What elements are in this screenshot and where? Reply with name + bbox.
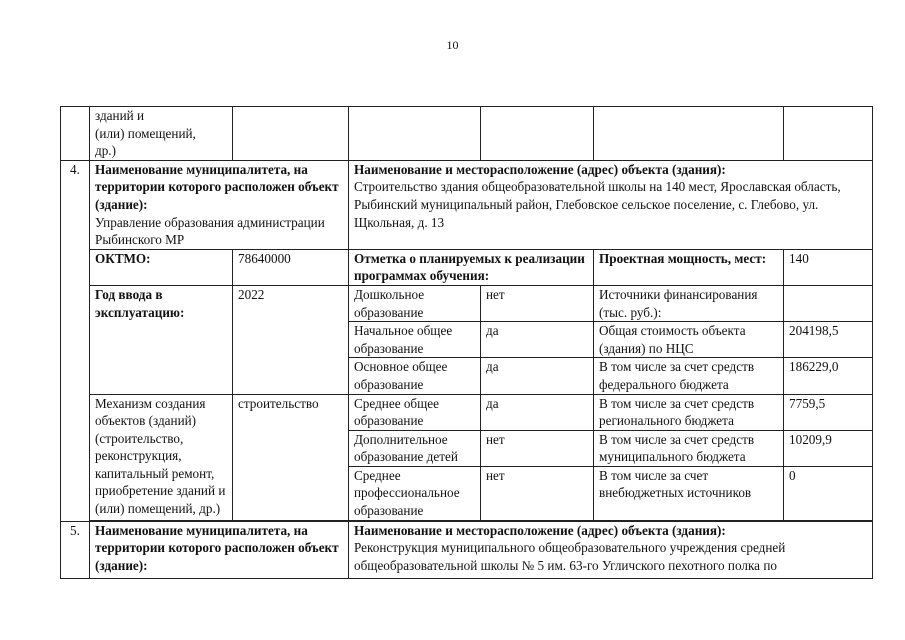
finance-label: В том числе за счет средств федерального бюджета: [594, 358, 784, 394]
program-name: Дошкольное образование: [349, 285, 481, 321]
oktmo-label: ОКТМО:: [90, 249, 233, 285]
continuation-text: зданий и (или) помещений, др.): [90, 107, 233, 161]
table-row: [61, 394, 873, 430]
object-cell: [349, 160, 873, 249]
municipality-cell: [90, 160, 349, 249]
finance-value: 10209,9: [784, 430, 873, 466]
program-name: Основное общее образование: [349, 358, 481, 394]
table-row: [61, 285, 873, 321]
finance-value: 204198,5: [784, 322, 873, 358]
finance-label: Общая стоимость объекта (здания) по НЦС: [594, 322, 784, 358]
continuation-row: [61, 107, 873, 161]
row-number: 5.: [61, 521, 90, 578]
finance-label: В том числе за счет внебюджетных источников: [594, 466, 784, 520]
program-value: да: [481, 394, 594, 430]
municipality-value: Управление образования администрации Рыбинского МР: [95, 214, 325, 248]
finance-value: 7759,5: [784, 394, 873, 430]
object-value: Реконструкция муниципального общеобразовательного учреждения средней общеобразовательной школы № 5 им. 63-го Угличского пехотного полка по: [354, 540, 786, 573]
finance-value: [784, 285, 873, 321]
mechanism-label: Механизм создания объектов (зданий) (строительство, реконструкция, капитальный ремонт, приобретение зданий и (или) помещений, др.): [90, 394, 233, 520]
program-value: нет: [481, 430, 594, 466]
object-label: Наименование и месторасположение (адрес) объекта (здания):: [354, 522, 726, 538]
finance-value: 0: [784, 466, 873, 520]
program-name: Среднее профессиональное образование: [349, 466, 481, 520]
finance-label: В том числе за счет средств муниципального бюджета: [594, 430, 784, 466]
year-label: Год ввода в эксплуатацию:: [90, 285, 233, 394]
object-cell: [349, 521, 873, 578]
program-value: нет: [481, 285, 594, 321]
row-5-header: [61, 521, 873, 578]
row-4-header: [61, 160, 873, 249]
program-name: Начальное общее образование: [349, 322, 481, 358]
oktmo-value: 78640000: [233, 249, 349, 285]
page-number: 10: [446, 38, 459, 52]
object-value: Строительство здания общеобразовательной школы на 140 мест, Ярославская область, Рыбинский муниципальный район, Глебовское сельское поселение, с. Глебово, ул. Щкольная, д. 13: [354, 179, 841, 230]
capacity-value: 140: [784, 249, 873, 285]
object-table: [60, 106, 873, 579]
row-number: 4.: [61, 160, 90, 521]
finance-value: 186229,0: [784, 358, 873, 394]
program-value: нет: [481, 466, 594, 520]
program-name: Среднее общее образование: [349, 394, 481, 430]
object-label: Наименование и месторасположение (адрес) объекта (здания):: [354, 161, 726, 177]
program-value: да: [481, 322, 594, 358]
municipality-label: Наименование муниципалитета, на территории которого расположен объект (здание):: [95, 161, 339, 212]
finance-label: В том числе за счет средств регионального бюджета: [594, 394, 784, 430]
program-name: Дополнительное образование детей: [349, 430, 481, 466]
municipality-cell: [90, 521, 349, 578]
programs-label: Отметка о планируемых к реализации программах обучения:: [349, 249, 594, 285]
municipality-label: Наименование муниципалитета, на территории которого расположен объект (здание):: [95, 522, 339, 573]
oktmo-row: [61, 249, 873, 285]
finance-label: Источники финансирования (тыс. руб.):: [594, 285, 784, 321]
capacity-label: Проектная мощность, мест:: [594, 249, 784, 285]
year-value: 2022: [233, 285, 349, 394]
program-value: да: [481, 358, 594, 394]
mechanism-value: строительство: [233, 394, 349, 520]
